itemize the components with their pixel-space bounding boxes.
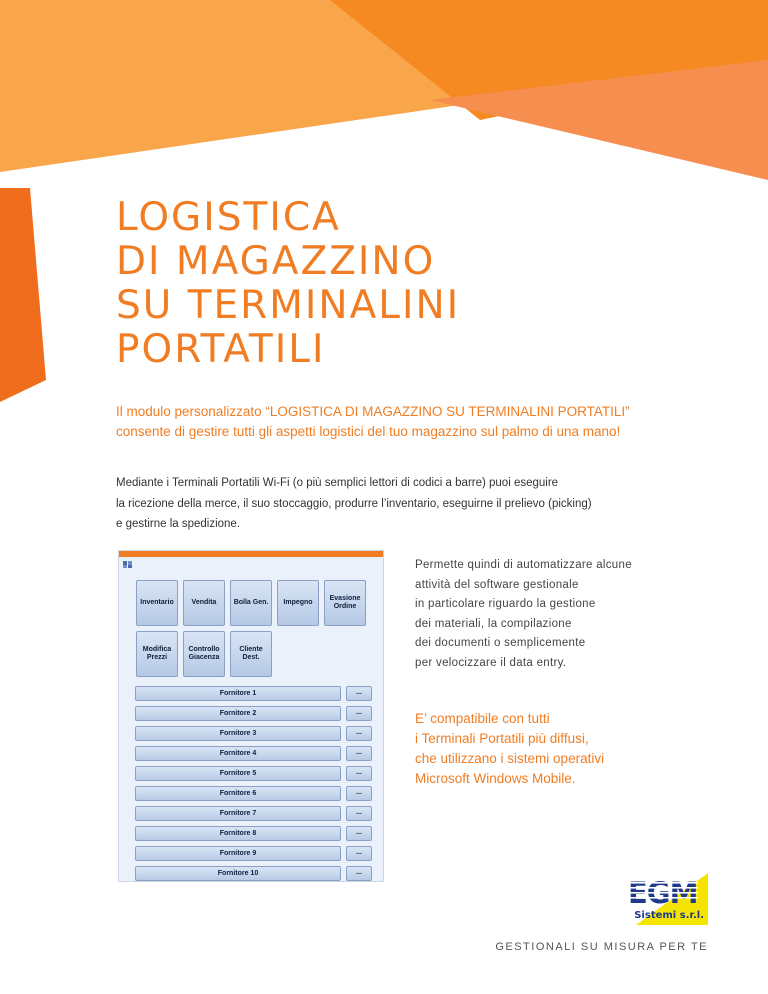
start-menu-icon[interactable] (123, 560, 133, 569)
compat-line: E’ compatibile con tutti (415, 711, 550, 726)
tile-controllo-giacenza[interactable]: Controllo Giacenza (183, 631, 225, 677)
supplier-button[interactable]: Fornitore 2 (135, 706, 341, 721)
title-line: SU TERMINALINI (116, 283, 461, 328)
supplier-more-button[interactable]: ... (346, 706, 372, 721)
supplier-more-button[interactable]: ... (346, 746, 372, 761)
tile-evasione-ordine[interactable]: Evasione Ordine (324, 580, 366, 626)
description-line: Mediante i Terminali Portatili Wi-Fi (o più semplici lettori di codici a barre) puoi eseguire (116, 477, 559, 489)
title-line: LOGISTICA (116, 195, 341, 240)
side-line: attività del software gestionale (415, 578, 579, 591)
supplier-more-button[interactable]: ... (346, 866, 372, 881)
tile-inventario[interactable]: Inventario (136, 580, 178, 626)
side-line: dei materiali, la compilazione (415, 617, 572, 630)
supplier-more-button[interactable]: ... (346, 846, 372, 861)
description-text (116, 473, 706, 535)
tile-bolla-gen[interactable]: Bolla Gen. (230, 580, 272, 626)
title-line: PORTATILI (116, 327, 326, 372)
title-bar (119, 551, 383, 557)
compat-line: i Terminali Portatili più diffusi, (415, 731, 589, 746)
description-line: la ricezione della merce, il suo stoccaggio, produrre l’inventario, eseguirne il prelievo (picking) (116, 497, 592, 510)
supplier-more-button[interactable]: ... (346, 806, 372, 821)
terminal-screenshot (118, 550, 384, 882)
supplier-more-button[interactable]: ... (346, 826, 372, 841)
compat-line: che utilizzano i sistemi operativi (415, 751, 605, 766)
supplier-button[interactable]: Fornitore 10 (135, 866, 341, 881)
slogan: GESTIONALI SU MISURA PER TE (495, 941, 708, 953)
compatibility-text (415, 709, 675, 789)
side-line: in particolare riguardo la gestione (415, 598, 596, 610)
side-line: per velocizzare il data entry. (415, 656, 567, 669)
intro-text: Il modulo personalizzato “LOGISTICA DI MAGAZZINO SU TERMINALINI PORTATILI” consente di gestire tutti gli aspetti logistici del tuo magazzino sul palmo di una mano! (116, 404, 630, 439)
title-line: DI MAGAZZINO (116, 239, 436, 284)
supplier-more-button[interactable]: ... (346, 686, 372, 701)
supplier-button[interactable]: Fornitore 9 (135, 846, 341, 861)
supplier-button[interactable]: Fornitore 1 (135, 686, 341, 701)
supplier-button[interactable]: Fornitore 6 (135, 786, 341, 801)
page-title (116, 196, 460, 372)
supplier-button[interactable]: Fornitore 4 (135, 746, 341, 761)
tile-modifica-prezzi[interactable]: Modifica Prezzi (136, 631, 178, 677)
description-line: e gestirne la spedizione. (116, 518, 241, 530)
compat-line: Microsoft Windows Mobile. (415, 771, 576, 786)
side-line: Permette quindi di automatizzare alcune (415, 559, 632, 571)
side-description (415, 556, 655, 673)
tile-cliente-dest[interactable]: Cliente Dest. (230, 631, 272, 677)
supplier-more-button[interactable]: ... (346, 766, 372, 781)
supplier-button[interactable]: Fornitore 8 (135, 826, 341, 841)
egm-logo (624, 873, 708, 925)
supplier-button[interactable]: Fornitore 5 (135, 766, 341, 781)
supplier-button[interactable]: Fornitore 7 (135, 806, 341, 821)
tile-impegno[interactable]: Impegno (277, 580, 319, 626)
supplier-more-button[interactable]: ... (346, 786, 372, 801)
tile-vendita[interactable]: Vendita (183, 580, 225, 626)
logo-subtitle: Sistemi s.r.l. (634, 910, 704, 921)
supplier-button[interactable]: Fornitore 3 (135, 726, 341, 741)
supplier-more-button[interactable]: ... (346, 726, 372, 741)
side-line: dei documenti o semplicemente (415, 637, 586, 649)
